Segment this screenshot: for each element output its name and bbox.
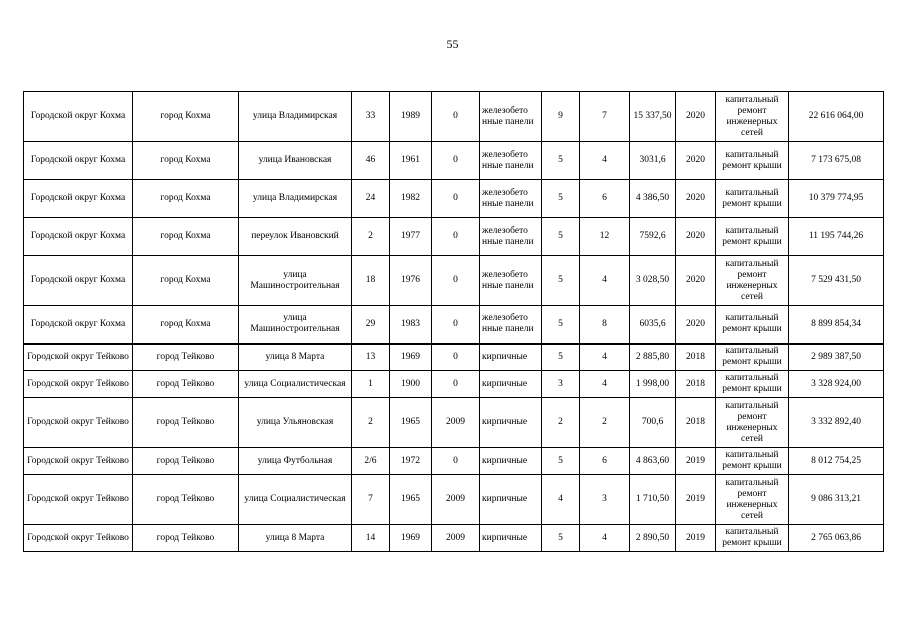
table-row <box>24 525 884 552</box>
cell-wall-material: железобето нные панели <box>480 92 542 142</box>
cell-settlement: город Тейково <box>133 344 239 371</box>
cell-total-area: 3031,6 <box>630 142 676 180</box>
cell-last-repair-year: 0 <box>432 371 480 398</box>
cell-total-area: 6035,6 <box>630 306 676 344</box>
housing-repair-table <box>23 91 884 552</box>
page-number: 55 <box>446 37 459 51</box>
cell-last-repair-year: 0 <box>432 180 480 218</box>
cell-house-number: 29 <box>352 306 390 344</box>
cell-street: улица Футбольная <box>239 448 352 475</box>
cell-planned-year: 2018 <box>676 344 716 371</box>
cell-last-repair-year: 0 <box>432 92 480 142</box>
cell-cost: 7 173 675,08 <box>789 142 884 180</box>
cell-wall-material: железобето нные панели <box>480 218 542 256</box>
cell-floors: 5 <box>542 306 580 344</box>
cell-last-repair-year: 2009 <box>432 398 480 448</box>
cell-entrances: 7 <box>580 92 630 142</box>
cell-entrances: 12 <box>580 218 630 256</box>
cell-wall-material: кирпичные <box>480 448 542 475</box>
cell-floors: 5 <box>542 256 580 306</box>
cell-cost: 8 012 754,25 <box>789 448 884 475</box>
cell-house-number: 33 <box>352 92 390 142</box>
cell-total-area: 1 998,00 <box>630 371 676 398</box>
cell-street: улица Ивановская <box>239 142 352 180</box>
cell-settlement: город Тейково <box>133 371 239 398</box>
cell-last-repair-year: 0 <box>432 142 480 180</box>
cell-wall-material: кирпичные <box>480 475 542 525</box>
cell-house-number: 46 <box>352 142 390 180</box>
cell-house-number: 2 <box>352 218 390 256</box>
cell-floors: 5 <box>542 218 580 256</box>
cell-cost: 9 086 313,21 <box>789 475 884 525</box>
cell-entrances: 4 <box>580 256 630 306</box>
cell-street: улица Машиностроительная <box>239 306 352 344</box>
cell-wall-material: железобето нные панели <box>480 142 542 180</box>
cell-work-type: капитальный ремонт крыши <box>716 525 789 552</box>
cell-house-number: 13 <box>352 344 390 371</box>
cell-settlement: город Тейково <box>133 525 239 552</box>
cell-work-type: капитальный ремонт крыши <box>716 142 789 180</box>
cell-planned-year: 2020 <box>676 92 716 142</box>
cell-wall-material: железобето нные панели <box>480 256 542 306</box>
cell-street: улица Социалистическая <box>239 475 352 525</box>
cell-total-area: 7592,6 <box>630 218 676 256</box>
cell-work-type: капитальный ремонт крыши <box>716 306 789 344</box>
cell-street: улица Социалистическая <box>239 371 352 398</box>
cell-district: Городской округ Тейково <box>24 398 133 448</box>
cell-entrances: 3 <box>580 475 630 525</box>
cell-district: Городской округ Кохма <box>24 256 133 306</box>
cell-total-area: 1 710,50 <box>630 475 676 525</box>
cell-planned-year: 2019 <box>676 525 716 552</box>
cell-work-type: капитальный ремонт инженерных сетей <box>716 92 789 142</box>
cell-cost: 3 332 892,40 <box>789 398 884 448</box>
table-row <box>24 142 884 180</box>
cell-total-area: 3 028,50 <box>630 256 676 306</box>
cell-entrances: 4 <box>580 525 630 552</box>
cell-street: улица Владимирская <box>239 180 352 218</box>
cell-total-area: 700,6 <box>630 398 676 448</box>
table-row <box>24 306 884 344</box>
cell-settlement: город Тейково <box>133 398 239 448</box>
cell-cost: 11 195 744,26 <box>789 218 884 256</box>
cell-build-year: 1900 <box>390 371 432 398</box>
cell-total-area: 4 386,50 <box>630 180 676 218</box>
cell-cost: 7 529 431,50 <box>789 256 884 306</box>
cell-settlement: город Тейково <box>133 475 239 525</box>
cell-entrances: 6 <box>580 180 630 218</box>
cell-last-repair-year: 2009 <box>432 525 480 552</box>
cell-street: переулок Ивановский <box>239 218 352 256</box>
table-row <box>24 448 884 475</box>
cell-settlement: город Кохма <box>133 306 239 344</box>
cell-work-type: капитальный ремонт крыши <box>716 371 789 398</box>
cell-wall-material: железобето нные панели <box>480 180 542 218</box>
cell-last-repair-year: 0 <box>432 256 480 306</box>
cell-last-repair-year: 0 <box>432 448 480 475</box>
cell-entrances: 4 <box>580 371 630 398</box>
cell-planned-year: 2020 <box>676 218 716 256</box>
cell-house-number: 24 <box>352 180 390 218</box>
cell-build-year: 1965 <box>390 398 432 448</box>
cell-floors: 4 <box>542 475 580 525</box>
cell-work-type: капитальный ремонт инженерных сетей <box>716 256 789 306</box>
cell-wall-material: кирпичные <box>480 371 542 398</box>
cell-work-type: капитальный ремонт крыши <box>716 180 789 218</box>
cell-cost: 8 899 854,34 <box>789 306 884 344</box>
cell-last-repair-year: 0 <box>432 218 480 256</box>
cell-entrances: 8 <box>580 306 630 344</box>
cell-district: Городской округ Тейково <box>24 344 133 371</box>
cell-street: улица 8 Марта <box>239 344 352 371</box>
cell-build-year: 1977 <box>390 218 432 256</box>
table-row <box>24 92 884 142</box>
cell-house-number: 2 <box>352 398 390 448</box>
cell-planned-year: 2019 <box>676 475 716 525</box>
cell-planned-year: 2020 <box>676 180 716 218</box>
cell-last-repair-year: 0 <box>432 344 480 371</box>
cell-district: Городской округ Тейково <box>24 371 133 398</box>
cell-build-year: 1976 <box>390 256 432 306</box>
cell-planned-year: 2020 <box>676 306 716 344</box>
cell-build-year: 1965 <box>390 475 432 525</box>
cell-settlement: город Кохма <box>133 142 239 180</box>
cell-floors: 2 <box>542 398 580 448</box>
cell-last-repair-year: 0 <box>432 306 480 344</box>
cell-work-type: капитальный ремонт крыши <box>716 344 789 371</box>
cell-district: Городской округ Кохма <box>24 92 133 142</box>
table-row <box>24 475 884 525</box>
cell-work-type: капитальный ремонт крыши <box>716 448 789 475</box>
cell-wall-material: кирпичные <box>480 525 542 552</box>
table-row <box>24 256 884 306</box>
cell-floors: 5 <box>542 448 580 475</box>
table-row <box>24 344 884 371</box>
cell-planned-year: 2019 <box>676 448 716 475</box>
cell-street: улица Владимирская <box>239 92 352 142</box>
cell-house-number: 2/6 <box>352 448 390 475</box>
cell-wall-material: кирпичные <box>480 344 542 371</box>
cell-build-year: 1969 <box>390 525 432 552</box>
cell-planned-year: 2018 <box>676 398 716 448</box>
cell-work-type: капитальный ремонт инженерных сетей <box>716 398 789 448</box>
cell-build-year: 1969 <box>390 344 432 371</box>
cell-entrances: 4 <box>580 142 630 180</box>
cell-street: улица 8 Марта <box>239 525 352 552</box>
cell-settlement: город Тейково <box>133 448 239 475</box>
cell-street: улица Ульяновская <box>239 398 352 448</box>
cell-build-year: 1989 <box>390 92 432 142</box>
cell-total-area: 2 885,80 <box>630 344 676 371</box>
cell-entrances: 6 <box>580 448 630 475</box>
cell-planned-year: 2020 <box>676 256 716 306</box>
cell-settlement: город Кохма <box>133 180 239 218</box>
cell-wall-material: железобето нные панели <box>480 306 542 344</box>
cell-wall-material: кирпичные <box>480 398 542 448</box>
cell-entrances: 4 <box>580 344 630 371</box>
cell-house-number: 7 <box>352 475 390 525</box>
cell-district: Городской округ Кохма <box>24 180 133 218</box>
cell-settlement: город Кохма <box>133 218 239 256</box>
cell-entrances: 2 <box>580 398 630 448</box>
table-row <box>24 180 884 218</box>
cell-work-type: капитальный ремонт крыши <box>716 218 789 256</box>
cell-house-number: 18 <box>352 256 390 306</box>
cell-build-year: 1961 <box>390 142 432 180</box>
cell-floors: 3 <box>542 371 580 398</box>
cell-last-repair-year: 2009 <box>432 475 480 525</box>
cell-district: Городской округ Тейково <box>24 448 133 475</box>
cell-district: Городской округ Тейково <box>24 525 133 552</box>
cell-settlement: город Кохма <box>133 256 239 306</box>
table-row <box>24 371 884 398</box>
cell-planned-year: 2020 <box>676 142 716 180</box>
cell-district: Городской округ Кохма <box>24 142 133 180</box>
cell-planned-year: 2018 <box>676 371 716 398</box>
table-row <box>24 398 884 448</box>
cell-settlement: город Кохма <box>133 92 239 142</box>
cell-floors: 5 <box>542 525 580 552</box>
cell-district: Городской округ Кохма <box>24 218 133 256</box>
cell-cost: 2 989 387,50 <box>789 344 884 371</box>
cell-street: улица Машиностроительная <box>239 256 352 306</box>
cell-cost: 10 379 774,95 <box>789 180 884 218</box>
cell-cost: 3 328 924,00 <box>789 371 884 398</box>
cell-work-type: капитальный ремонт инженерных сетей <box>716 475 789 525</box>
cell-total-area: 15 337,50 <box>630 92 676 142</box>
cell-build-year: 1982 <box>390 180 432 218</box>
cell-floors: 5 <box>542 180 580 218</box>
table-row <box>24 218 884 256</box>
cell-house-number: 14 <box>352 525 390 552</box>
cell-cost: 22 616 064,00 <box>789 92 884 142</box>
cell-house-number: 1 <box>352 371 390 398</box>
cell-floors: 9 <box>542 92 580 142</box>
cell-floors: 5 <box>542 142 580 180</box>
cell-cost: 2 765 063,86 <box>789 525 884 552</box>
cell-district: Городской округ Тейково <box>24 475 133 525</box>
cell-build-year: 1983 <box>390 306 432 344</box>
cell-build-year: 1972 <box>390 448 432 475</box>
cell-total-area: 2 890,50 <box>630 525 676 552</box>
cell-total-area: 4 863,60 <box>630 448 676 475</box>
cell-district: Городской округ Кохма <box>24 306 133 344</box>
cell-floors: 5 <box>542 344 580 371</box>
